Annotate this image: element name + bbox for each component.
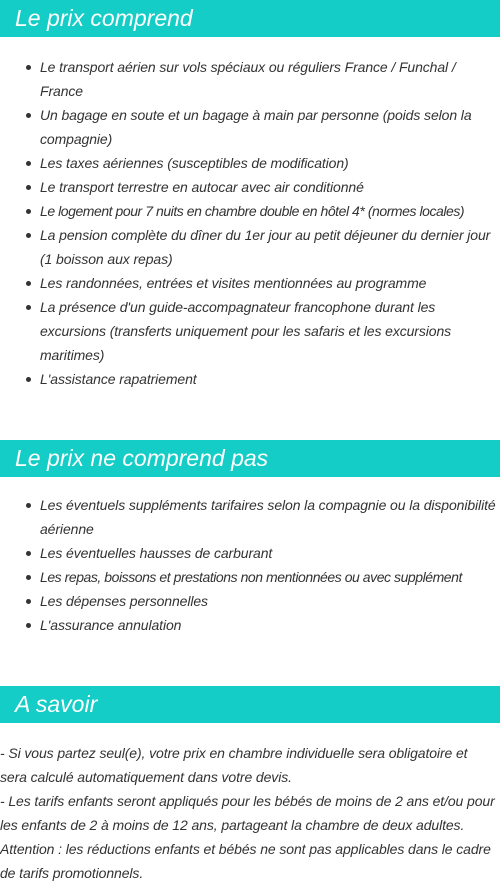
list-item: La présence d'un guide-accompagnateur francophone durant les excursions (transferts uniquement pour les safaris et les excursions maritimes): [0, 295, 500, 367]
list-item: Les taxes aériennes (susceptibles de modification): [0, 151, 500, 175]
info-text: [0, 741, 500, 885]
bullet-icon: [26, 161, 31, 166]
list-item: Les dépenses personnelles: [0, 589, 500, 613]
list-item: L'assurance annulation: [0, 613, 500, 637]
info-paragraph: - Les tarifs enfants seront appliqués pour les bébés de moins de 2 ans et/ou pour les enfants de 2 à moins de 12 ans, partageant la chambre de deux adultes.: [0, 793, 495, 833]
list-item: Les repas, boissons et prestations non mentionnées ou avec supplément: [0, 565, 500, 589]
included-list: [0, 55, 500, 391]
bullet-icon: [26, 305, 31, 310]
info-header: A savoir: [0, 686, 500, 723]
bullet-icon: [26, 209, 31, 214]
list-item: Les randonnées, entrées et visites mentionnées au programme: [0, 271, 500, 295]
list-item: La pension complète du dîner du 1er jour au petit déjeuner du dernier jour (1 boisson aux repas): [0, 223, 500, 271]
included-header: Le prix comprend: [0, 0, 500, 37]
list-item: L'assistance rapatriement: [0, 367, 500, 391]
info-paragraph: Attention : les réductions enfants et bébés ne sont pas applicables dans le cadre de tarifs promotionnels.: [0, 841, 491, 881]
bullet-icon: [26, 185, 31, 190]
list-item: Les éventuelles hausses de carburant: [0, 541, 500, 565]
excluded-list: [0, 493, 500, 637]
info-paragraph: - Si vous partez seul(e), votre prix en chambre individuelle sera obligatoire et sera calculé automatiquement dans votre devis.: [0, 745, 468, 785]
bullet-icon: [26, 65, 31, 70]
excluded-header: Le prix ne comprend pas: [0, 440, 500, 477]
bullet-icon: [26, 233, 31, 238]
list-item: Le logement pour 7 nuits en chambre double en hôtel 4* (normes locales): [0, 199, 500, 223]
bullet-icon: [26, 503, 31, 508]
bullet-icon: [26, 599, 31, 604]
list-item: Les éventuels suppléments tarifaires selon la compagnie ou la disponibilité aérienne: [0, 493, 500, 541]
bullet-icon: [26, 623, 31, 628]
list-item: Le transport aérien sur vols spéciaux ou réguliers France / Funchal / France: [0, 55, 500, 103]
list-item: Le transport terrestre en autocar avec air conditionné: [0, 175, 500, 199]
list-item: Un bagage en soute et un bagage à main par personne (poids selon la compagnie): [0, 103, 500, 151]
bullet-icon: [26, 113, 31, 118]
bullet-icon: [26, 575, 31, 580]
bullet-icon: [26, 281, 31, 286]
bullet-icon: [26, 377, 31, 382]
bullet-icon: [26, 551, 31, 556]
